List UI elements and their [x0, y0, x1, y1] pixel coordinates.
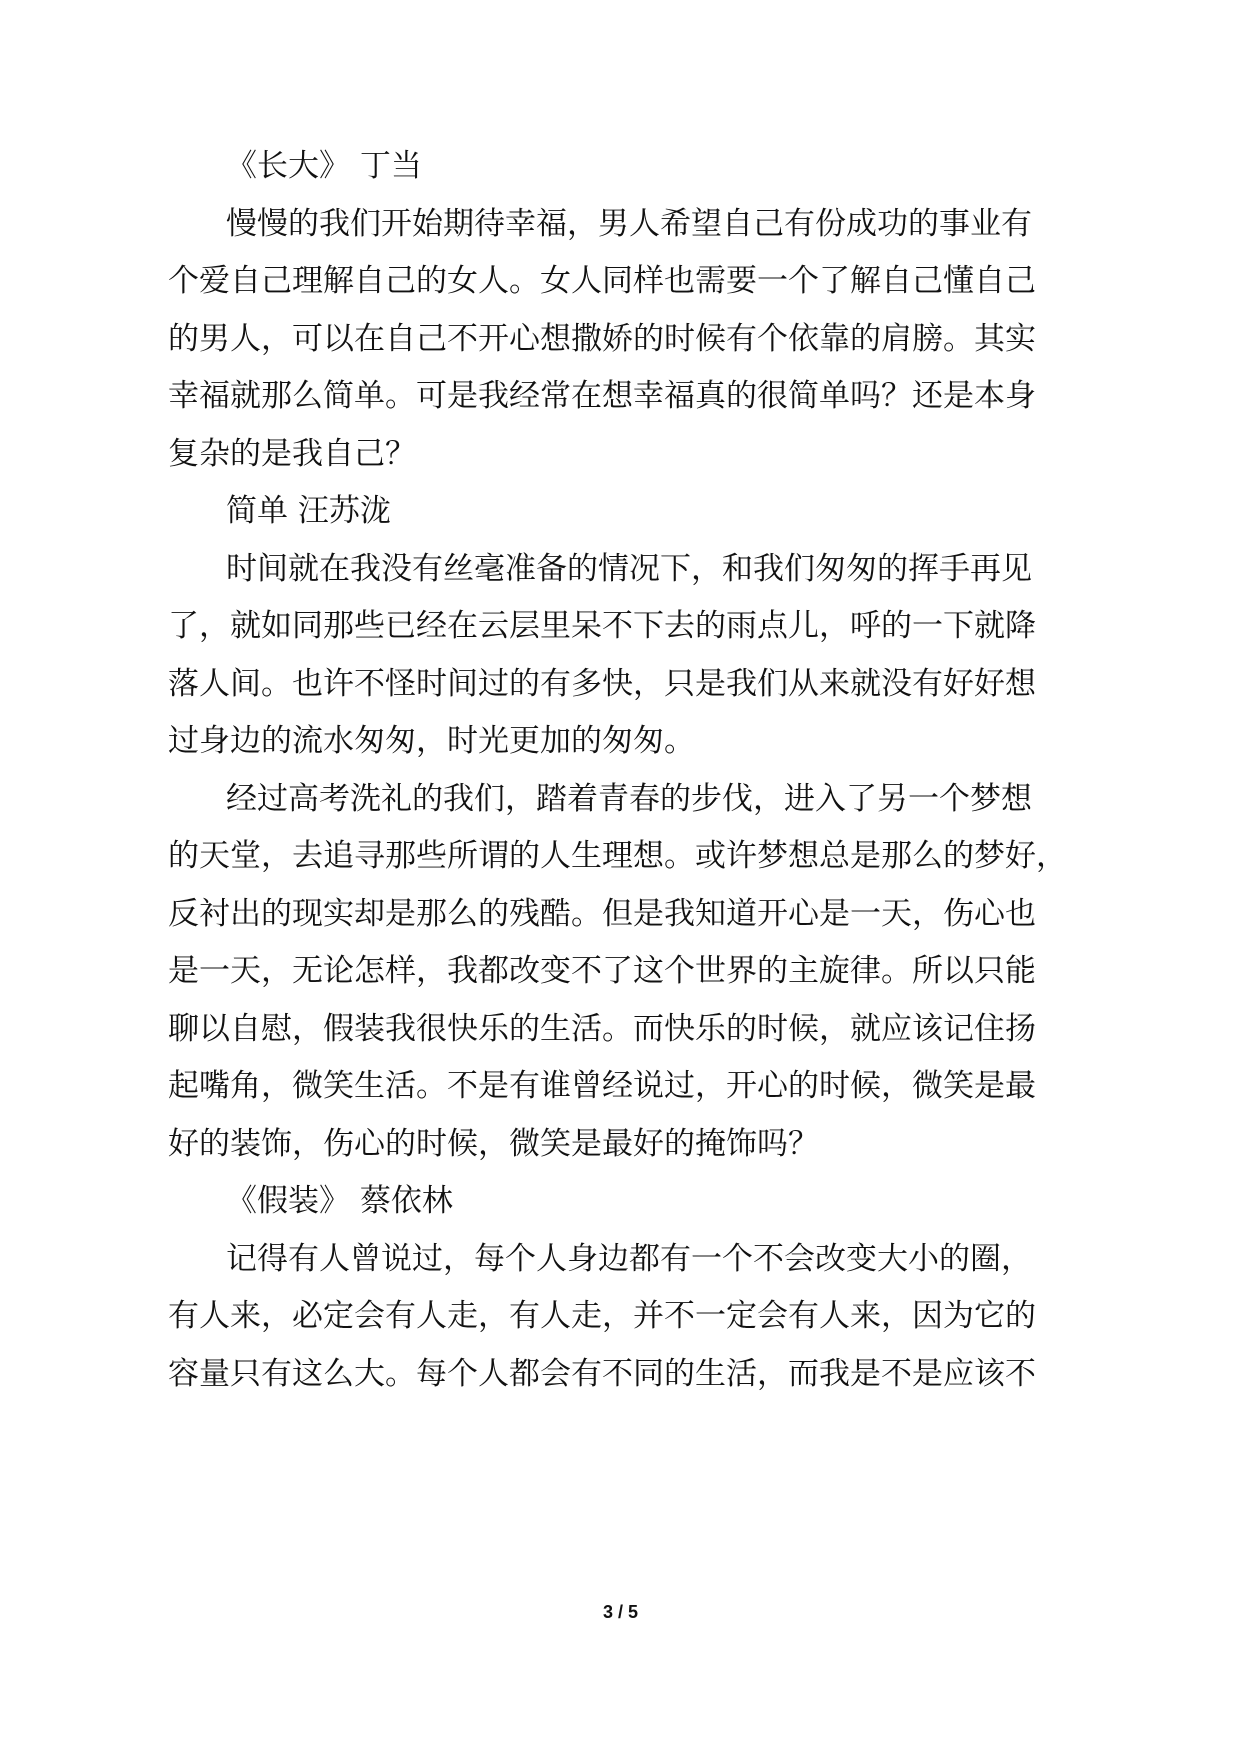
- paragraph-line: 时间就在我没有丝毫准备的情况下，和我们匆匆的挥手再见: [226, 551, 1032, 587]
- paragraph-line: 落人间。也许不怪时间过的有多快，只是我们从来就没有好好想: [168, 666, 1036, 702]
- paragraph-line: 的男人，可以在自己不开心想撒娇的时候有个依靠的肩膀。其实: [168, 321, 1036, 357]
- section-title: 简单 汪苏泷: [226, 493, 391, 529]
- paragraph-line: 容量只有这么大。每个人都会有不同的生活，而我是不是应该不: [168, 1356, 1036, 1392]
- paragraph-line: 记得有人曾说过，每个人身边都有一个不会改变大小的圈，: [226, 1241, 1032, 1277]
- page-indicator: 3 / 5: [602, 1602, 639, 1622]
- paragraph-line: 复杂的是我自己？: [168, 436, 416, 472]
- paragraph-line: 是一天，无论怎样，我都改变不了这个世界的主旋律。所以只能: [168, 953, 1036, 989]
- paragraph-line: 聊以自慰，假装我很快乐的生活。而快乐的时候，就应该记住扬: [168, 1011, 1036, 1047]
- paragraph-line: 了，就如同那些已经在云层里呆不下去的雨点儿，呼的一下就降: [168, 608, 1036, 644]
- paragraph-line: 反衬出的现实却是那么的残酷。但是我知道开心是一天，伤心也: [168, 896, 1036, 932]
- paragraph-line: 个爱自己理解自己的女人。女人同样也需要一个了解自己懂自己: [168, 263, 1036, 299]
- paragraph-line: 慢慢的我们开始期待幸福，男人希望自己有份成功的事业有: [226, 206, 1032, 242]
- paragraph-line: 起嘴角，微笑生活。不是有谁曾经说过，开心的时候，微笑是最: [168, 1068, 1036, 1104]
- paragraph-line: 经过高考洗礼的我们，踏着青春的步伐，进入了另一个梦想: [226, 781, 1032, 817]
- paragraph-line: 幸福就那么简单。可是我经常在想幸福真的很简单吗？还是本身: [168, 378, 1036, 414]
- paragraph-line: 有人来，必定会有人走，有人走，并不一定会有人来，因为它的: [168, 1298, 1036, 1334]
- paragraph-line: 过身边的流水匆匆，时光更加的匆匆。: [168, 723, 695, 759]
- section-title: 《长大》 丁当: [226, 148, 422, 184]
- section-title: 《假装》 蔡依林: [226, 1183, 453, 1219]
- paragraph-line: 的天堂，去追寻那些所谓的人生理想。或许梦想总是那么的梦好，: [168, 838, 1067, 874]
- paragraph-line: 好的装饰，伤心的时候，微笑是最好的掩饰吗？: [168, 1126, 819, 1162]
